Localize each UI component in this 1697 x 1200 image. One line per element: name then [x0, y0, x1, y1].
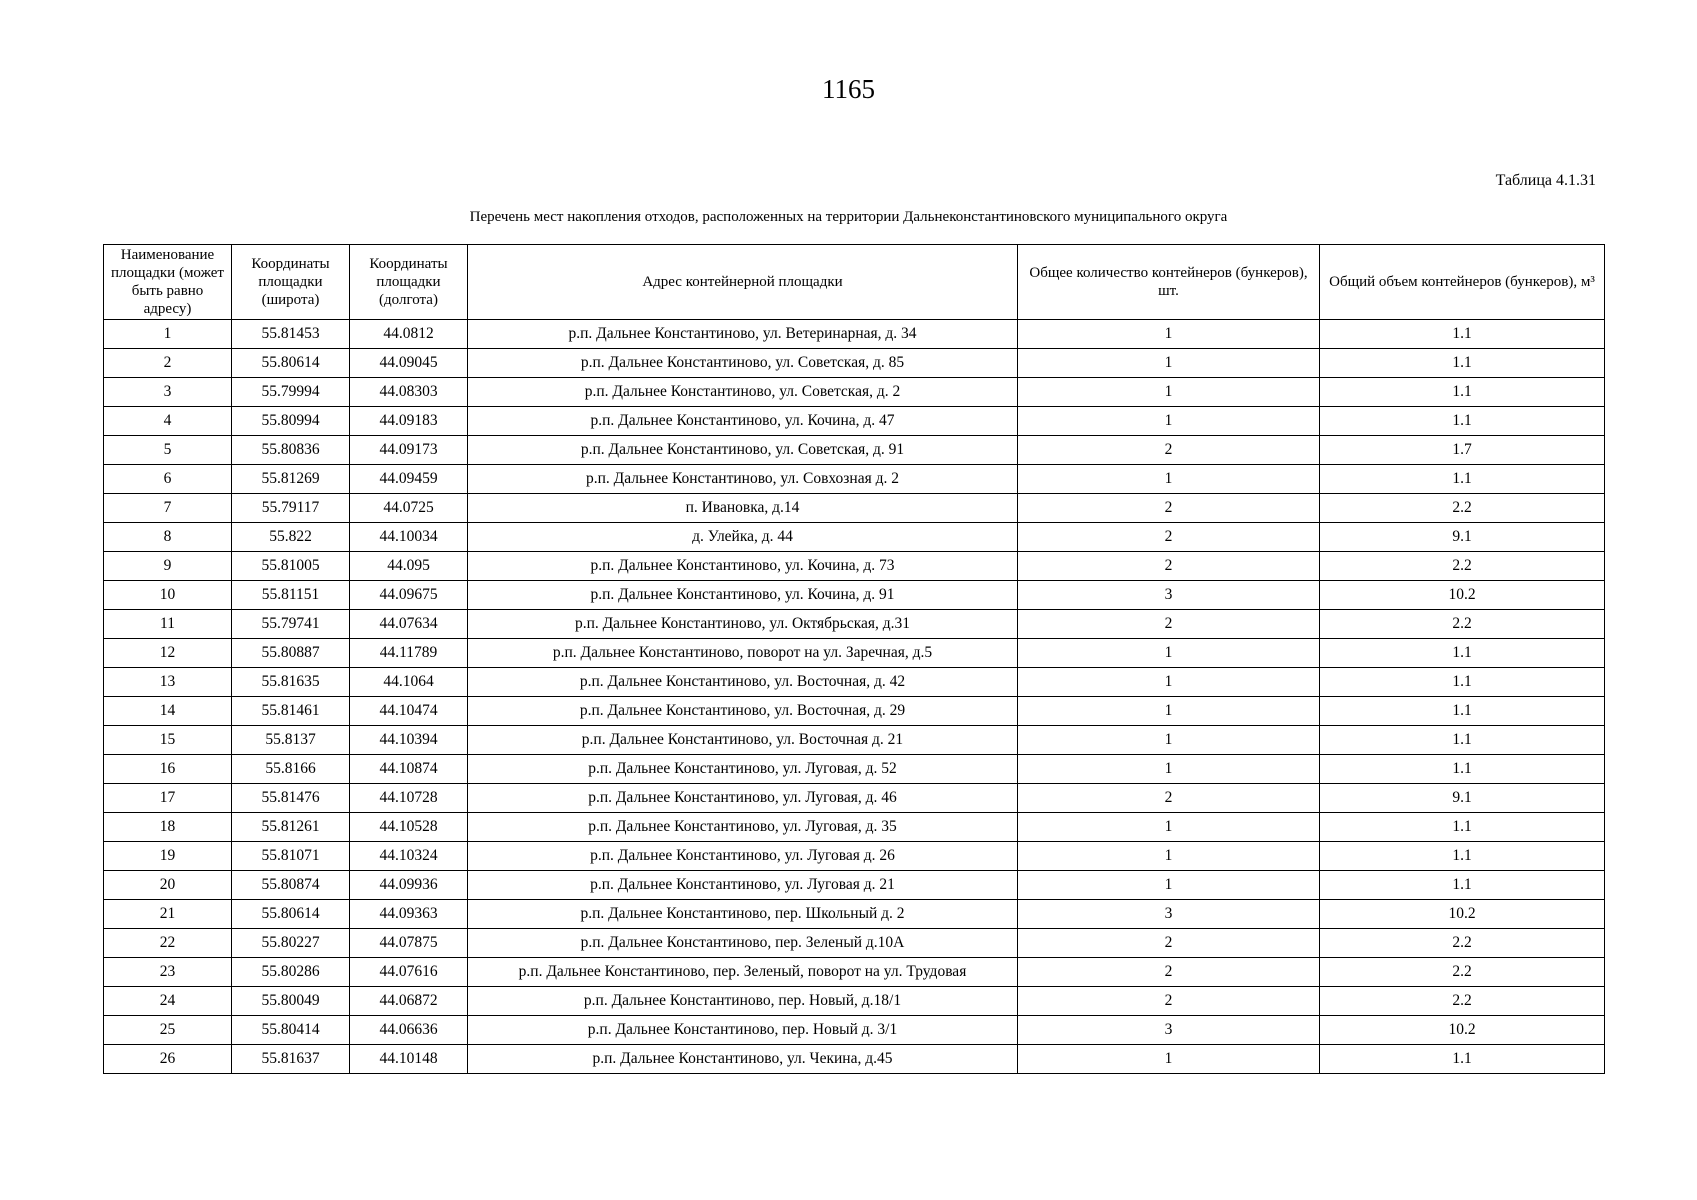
table-row — [104, 958, 1605, 987]
table-label: Таблица 4.1.31 — [1495, 172, 1596, 189]
cell-longitude: 44.0725 — [350, 494, 468, 523]
cell-latitude: 55.81261 — [232, 813, 350, 842]
cell-container-count: 1 — [1018, 755, 1320, 784]
table-row — [104, 320, 1605, 349]
table-row — [104, 929, 1605, 958]
cell-address: р.п. Дальнее Константиново, ул. Луговая д. 21 — [468, 871, 1018, 900]
cell-site-number: 21 — [104, 900, 232, 929]
cell-site-number: 5 — [104, 436, 232, 465]
cell-site-number: 13 — [104, 668, 232, 697]
cell-longitude: 44.10034 — [350, 523, 468, 552]
cell-address: р.п. Дальнее Константиново, ул. Совхозная д. 2 — [468, 465, 1018, 494]
cell-container-count: 3 — [1018, 1016, 1320, 1045]
table-row — [104, 581, 1605, 610]
table-row — [104, 1016, 1605, 1045]
table-row — [104, 987, 1605, 1016]
cell-latitude: 55.80286 — [232, 958, 350, 987]
cell-site-number: 20 — [104, 871, 232, 900]
cell-latitude: 55.8166 — [232, 755, 350, 784]
cell-address: р.п. Дальнее Константиново, ул. Восточная, д. 29 — [468, 697, 1018, 726]
waste-sites-table — [103, 244, 1605, 1074]
cell-latitude: 55.81151 — [232, 581, 350, 610]
cell-container-volume: 2.2 — [1320, 958, 1605, 987]
cell-site-number: 26 — [104, 1045, 232, 1074]
cell-container-count: 3 — [1018, 900, 1320, 929]
cell-longitude: 44.06636 — [350, 1016, 468, 1045]
table-row — [104, 784, 1605, 813]
table-header-row — [104, 245, 1605, 320]
cell-container-count: 1 — [1018, 639, 1320, 668]
cell-latitude: 55.822 — [232, 523, 350, 552]
cell-container-count: 1 — [1018, 668, 1320, 697]
cell-container-volume: 1.1 — [1320, 871, 1605, 900]
cell-container-volume: 9.1 — [1320, 784, 1605, 813]
cell-container-volume: 9.1 — [1320, 523, 1605, 552]
cell-latitude: 55.79741 — [232, 610, 350, 639]
cell-container-count: 2 — [1018, 494, 1320, 523]
cell-container-count: 2 — [1018, 523, 1320, 552]
cell-address: р.п. Дальнее Константиново, ул. Чекина, д.45 — [468, 1045, 1018, 1074]
cell-longitude: 44.10528 — [350, 813, 468, 842]
header-address: Адрес контейнерной площадки — [468, 245, 1018, 320]
cell-container-count: 1 — [1018, 378, 1320, 407]
cell-longitude: 44.08303 — [350, 378, 468, 407]
cell-container-count: 1 — [1018, 407, 1320, 436]
cell-container-count: 1 — [1018, 1045, 1320, 1074]
cell-site-number: 7 — [104, 494, 232, 523]
cell-site-number: 22 — [104, 929, 232, 958]
cell-container-count: 3 — [1018, 581, 1320, 610]
cell-site-number: 6 — [104, 465, 232, 494]
cell-container-volume: 1.1 — [1320, 639, 1605, 668]
table-row — [104, 1045, 1605, 1074]
cell-container-count: 2 — [1018, 987, 1320, 1016]
table-row — [104, 697, 1605, 726]
cell-container-volume: 1.1 — [1320, 755, 1605, 784]
cell-address: р.п. Дальнее Константиново, ул. Кочина, д. 91 — [468, 581, 1018, 610]
cell-container-count: 1 — [1018, 320, 1320, 349]
cell-longitude: 44.0812 — [350, 320, 468, 349]
table-row — [104, 349, 1605, 378]
cell-address: р.п. Дальнее Константиново, пер. Зеленый, поворот на ул. Трудовая — [468, 958, 1018, 987]
table-row — [104, 900, 1605, 929]
header-longitude: Координаты площадки (долгота) — [350, 245, 468, 320]
cell-address: п. Ивановка, д.14 — [468, 494, 1018, 523]
cell-longitude: 44.10324 — [350, 842, 468, 871]
table-row — [104, 552, 1605, 581]
cell-container-volume: 1.1 — [1320, 697, 1605, 726]
cell-longitude: 44.09459 — [350, 465, 468, 494]
header-latitude: Координаты площадки (широта) — [232, 245, 350, 320]
table-title: Перечень мест накопления отходов, расположенных на территории Дальнеконстантиновского муниципального округа — [469, 209, 1228, 225]
cell-site-number: 18 — [104, 813, 232, 842]
cell-latitude: 55.8137 — [232, 726, 350, 755]
cell-container-volume: 2.2 — [1320, 610, 1605, 639]
cell-longitude: 44.11789 — [350, 639, 468, 668]
cell-container-count: 1 — [1018, 726, 1320, 755]
table-row — [104, 871, 1605, 900]
cell-address: р.п. Дальнее Константиново, ул. Кочина, д. 47 — [468, 407, 1018, 436]
cell-longitude: 44.07634 — [350, 610, 468, 639]
cell-container-volume: 1.1 — [1320, 378, 1605, 407]
cell-site-number: 3 — [104, 378, 232, 407]
cell-latitude: 55.80614 — [232, 900, 350, 929]
header-container-volume: Общий объем контейнеров (бункеров), м³ — [1320, 245, 1605, 320]
cell-longitude: 44.09183 — [350, 407, 468, 436]
cell-site-number: 10 — [104, 581, 232, 610]
header-name: Наименование площадки (может быть равно адресу) — [104, 245, 232, 320]
table-row — [104, 436, 1605, 465]
cell-address: д. Улейка, д. 44 — [468, 523, 1018, 552]
cell-address: р.п. Дальнее Константиново, ул. Кочина, д. 73 — [468, 552, 1018, 581]
cell-container-count: 1 — [1018, 697, 1320, 726]
cell-latitude: 55.81005 — [232, 552, 350, 581]
cell-longitude: 44.10728 — [350, 784, 468, 813]
cell-address: р.п. Дальнее Константиново, ул. Восточная д. 21 — [468, 726, 1018, 755]
cell-container-count: 2 — [1018, 552, 1320, 581]
cell-latitude: 55.80874 — [232, 871, 350, 900]
cell-longitude: 44.09363 — [350, 900, 468, 929]
cell-site-number: 4 — [104, 407, 232, 436]
table-row — [104, 407, 1605, 436]
cell-container-volume: 1.1 — [1320, 813, 1605, 842]
cell-container-volume: 10.2 — [1320, 1016, 1605, 1045]
cell-longitude: 44.09675 — [350, 581, 468, 610]
cell-container-volume: 10.2 — [1320, 900, 1605, 929]
cell-site-number: 8 — [104, 523, 232, 552]
cell-longitude: 44.09936 — [350, 871, 468, 900]
cell-latitude: 55.79994 — [232, 378, 350, 407]
cell-latitude: 55.81461 — [232, 697, 350, 726]
cell-container-volume: 1.1 — [1320, 668, 1605, 697]
table-row — [104, 813, 1605, 842]
cell-address: р.п. Дальнее Константиново, ул. Восточная, д. 42 — [468, 668, 1018, 697]
cell-address: р.п. Дальнее Константиново, ул. Советская, д. 85 — [468, 349, 1018, 378]
cell-container-volume: 1.1 — [1320, 349, 1605, 378]
cell-longitude: 44.10874 — [350, 755, 468, 784]
cell-container-volume: 2.2 — [1320, 987, 1605, 1016]
cell-address: р.п. Дальнее Константиново, ул. Советская, д. 2 — [468, 378, 1018, 407]
cell-latitude: 55.80414 — [232, 1016, 350, 1045]
cell-address: р.п. Дальнее Константиново, ул. Луговая д. 26 — [468, 842, 1018, 871]
page-number: 1165 — [822, 74, 875, 104]
cell-latitude: 55.81635 — [232, 668, 350, 697]
cell-address: р.п. Дальнее Константиново, пер. Школьный д. 2 — [468, 900, 1018, 929]
cell-container-count: 2 — [1018, 929, 1320, 958]
cell-latitude: 55.79117 — [232, 494, 350, 523]
cell-site-number: 14 — [104, 697, 232, 726]
cell-container-count: 1 — [1018, 813, 1320, 842]
cell-container-count: 1 — [1018, 871, 1320, 900]
cell-site-number: 25 — [104, 1016, 232, 1045]
cell-longitude: 44.06872 — [350, 987, 468, 1016]
cell-longitude: 44.10474 — [350, 697, 468, 726]
cell-container-volume: 1.1 — [1320, 842, 1605, 871]
cell-address: р.п. Дальнее Константиново, пер. Зеленый д.10А — [468, 929, 1018, 958]
cell-longitude: 44.095 — [350, 552, 468, 581]
cell-container-volume: 1.1 — [1320, 465, 1605, 494]
cell-site-number: 17 — [104, 784, 232, 813]
cell-site-number: 11 — [104, 610, 232, 639]
cell-latitude: 55.80994 — [232, 407, 350, 436]
cell-container-volume: 1.1 — [1320, 1045, 1605, 1074]
cell-latitude: 55.80887 — [232, 639, 350, 668]
cell-address: р.п. Дальнее Константиново, ул. Октябрьская, д.31 — [468, 610, 1018, 639]
table-body — [104, 320, 1605, 1074]
table-row — [104, 465, 1605, 494]
cell-latitude: 55.81269 — [232, 465, 350, 494]
cell-site-number: 12 — [104, 639, 232, 668]
cell-latitude: 55.81476 — [232, 784, 350, 813]
cell-latitude: 55.81453 — [232, 320, 350, 349]
cell-container-volume: 2.2 — [1320, 929, 1605, 958]
cell-address: р.п. Дальнее Константиново, ул. Луговая, д. 35 — [468, 813, 1018, 842]
table-row — [104, 726, 1605, 755]
cell-container-count: 2 — [1018, 610, 1320, 639]
cell-container-volume: 1.1 — [1320, 320, 1605, 349]
cell-latitude: 55.81637 — [232, 1045, 350, 1074]
table-row — [104, 755, 1605, 784]
cell-longitude: 44.10148 — [350, 1045, 468, 1074]
cell-address: р.п. Дальнее Константиново, ул. Луговая, д. 46 — [468, 784, 1018, 813]
cell-address: р.п. Дальнее Константиново, пер. Новый д. 3/1 — [468, 1016, 1018, 1045]
cell-address: р.п. Дальнее Константиново, ул. Ветеринарная, д. 34 — [468, 320, 1018, 349]
cell-container-count: 2 — [1018, 958, 1320, 987]
cell-container-count: 1 — [1018, 842, 1320, 871]
cell-container-volume: 2.2 — [1320, 552, 1605, 581]
cell-latitude: 55.80614 — [232, 349, 350, 378]
cell-longitude: 44.1064 — [350, 668, 468, 697]
table-row — [104, 494, 1605, 523]
table-row — [104, 378, 1605, 407]
cell-site-number: 24 — [104, 987, 232, 1016]
table-row — [104, 639, 1605, 668]
cell-latitude: 55.80227 — [232, 929, 350, 958]
cell-address: р.п. Дальнее Константиново, пер. Новый, д.18/1 — [468, 987, 1018, 1016]
table-row — [104, 523, 1605, 552]
cell-container-volume: 10.2 — [1320, 581, 1605, 610]
cell-address: р.п. Дальнее Константиново, поворот на ул. Заречная, д.5 — [468, 639, 1018, 668]
cell-longitude: 44.09045 — [350, 349, 468, 378]
cell-container-count: 2 — [1018, 436, 1320, 465]
cell-latitude: 55.81071 — [232, 842, 350, 871]
cell-container-count: 1 — [1018, 465, 1320, 494]
cell-address: р.п. Дальнее Константиново, ул. Луговая, д. 52 — [468, 755, 1018, 784]
cell-longitude: 44.09173 — [350, 436, 468, 465]
cell-container-volume: 2.2 — [1320, 494, 1605, 523]
table-row — [104, 668, 1605, 697]
cell-longitude: 44.10394 — [350, 726, 468, 755]
header-container-count: Общее количество контейнеров (бункеров), шт. — [1018, 245, 1320, 320]
table-row — [104, 610, 1605, 639]
cell-container-volume: 1.1 — [1320, 407, 1605, 436]
table-row — [104, 842, 1605, 871]
cell-container-volume: 1.7 — [1320, 436, 1605, 465]
cell-site-number: 15 — [104, 726, 232, 755]
cell-address: р.п. Дальнее Константиново, ул. Советская, д. 91 — [468, 436, 1018, 465]
cell-latitude: 55.80049 — [232, 987, 350, 1016]
cell-site-number: 1 — [104, 320, 232, 349]
cell-site-number: 2 — [104, 349, 232, 378]
cell-site-number: 23 — [104, 958, 232, 987]
cell-longitude: 44.07875 — [350, 929, 468, 958]
cell-site-number: 19 — [104, 842, 232, 871]
cell-longitude: 44.07616 — [350, 958, 468, 987]
cell-latitude: 55.80836 — [232, 436, 350, 465]
cell-site-number: 9 — [104, 552, 232, 581]
cell-container-count: 2 — [1018, 784, 1320, 813]
cell-site-number: 16 — [104, 755, 232, 784]
cell-container-count: 1 — [1018, 349, 1320, 378]
cell-container-volume: 1.1 — [1320, 726, 1605, 755]
